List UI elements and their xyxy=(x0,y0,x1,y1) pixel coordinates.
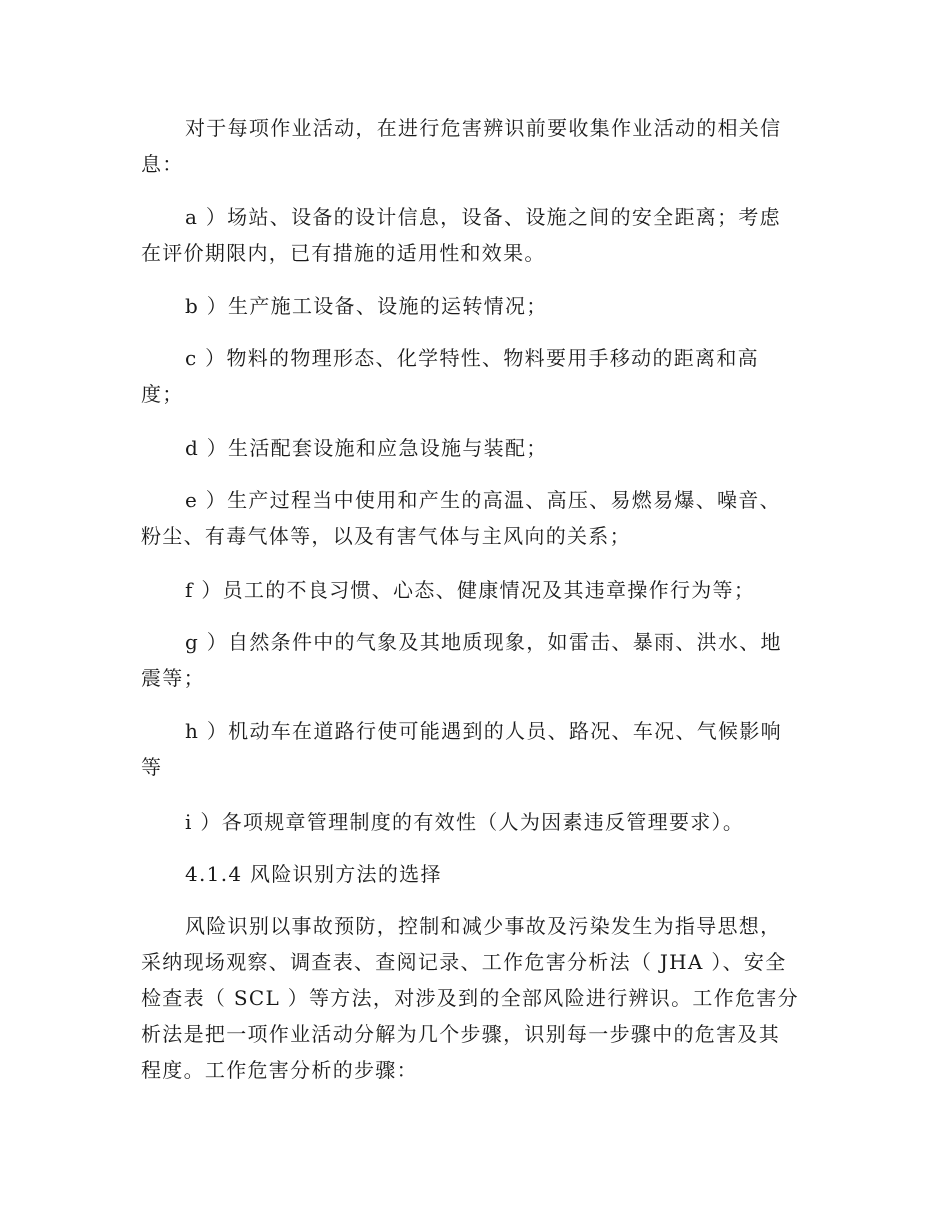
paragraph-line: i ）各项规章管理制度的有效性（人为因素违反管理要求）。 xyxy=(185,810,745,834)
paragraph-line: a ）场站、设备的设计信息，设备、设施之间的安全距离；考虑 xyxy=(185,205,781,229)
paragraph-line: 风险识别以事故预防，控制和减少事故及污染发生为指导思想， xyxy=(185,914,782,938)
list-item-d xyxy=(141,430,806,466)
paragraph-line: 震等； xyxy=(141,666,205,690)
paragraph-line: 对于每项作业活动，在进行危害辨识前要收集作业活动的相关信 xyxy=(185,116,782,140)
list-item-a xyxy=(141,199,806,271)
paragraph-line: 粉尘、有毒气体等，以及有害气体与主风向的关系； xyxy=(141,524,631,548)
paragraph-intro xyxy=(141,110,806,182)
paragraph-line: 采纳现场观察、调查表、查阅记录、工作危害分析法（ JHA ）、安全 xyxy=(141,950,787,974)
paragraph-line: 析法是把一项作业活动分解为几个步骤，识别每一步骤中的危害及其 xyxy=(141,1022,780,1046)
paragraph-line: 度； xyxy=(141,382,184,406)
paragraph-line: 程度。工作危害分析的步骤： xyxy=(141,1058,418,1082)
paragraph-line: 检查表（ SCL ）等方法，对涉及到的全部风险进行辨识。工作危害分 xyxy=(141,986,799,1010)
paragraph-line: b ）生产施工设备、设施的运转情况； xyxy=(185,294,548,318)
list-item-f xyxy=(141,572,806,608)
paragraph-line: c ）物料的物理形态、化学特性、物料要用手移动的距离和高 xyxy=(185,346,759,370)
list-item-c xyxy=(141,340,806,412)
paragraph-risk-identification xyxy=(141,908,806,1088)
list-item-h xyxy=(141,713,806,785)
paragraph-line: 等 xyxy=(141,755,163,779)
paragraph-line: 息： xyxy=(141,152,184,176)
paragraph-line: g ）自然条件中的气象及其地质现象，如雷击、暴雨、洪水、地 xyxy=(185,630,782,654)
section-heading-text: 4.1.4 风险识别方法的选择 xyxy=(185,862,442,886)
paragraph-line: h ）机动车在道路行使可能遇到的人员、路况、车况、气候影响 xyxy=(185,719,782,743)
section-heading xyxy=(141,856,806,892)
list-item-e xyxy=(141,482,806,554)
list-item-g xyxy=(141,624,806,696)
list-item-b xyxy=(141,288,806,324)
paragraph-line: 在评价期限内，已有措施的适用性和效果。 xyxy=(141,241,546,265)
paragraph-line: f ）员工的不良习惯、心态、健康情况及其违章操作行为等； xyxy=(185,578,756,602)
paragraph-line: d ）生活配套设施和应急设施与装配； xyxy=(185,436,548,460)
list-item-i xyxy=(141,804,806,840)
paragraph-line: e ）生产过程当中使用和产生的高温、高压、易燃易爆、噪音、 xyxy=(185,488,781,512)
